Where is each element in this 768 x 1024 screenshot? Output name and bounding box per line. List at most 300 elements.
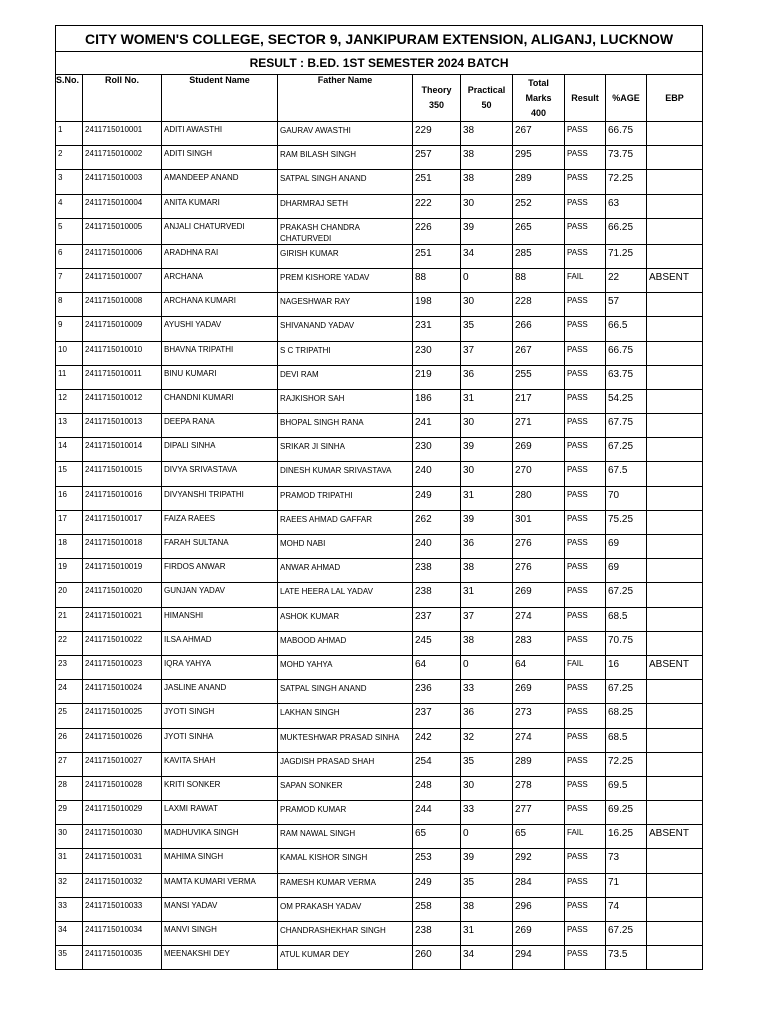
student-name-cell: ARADHNA RAI (162, 244, 278, 268)
ebp-cell (647, 922, 703, 946)
percentage-cell: 68.5 (606, 607, 647, 631)
total-marks-cell: 65 (513, 825, 565, 849)
practical-cell: 38 (461, 146, 513, 170)
col-header-father: Father Name (278, 75, 413, 122)
theory-cell: 229 (413, 122, 461, 146)
sno-cell: 26 (56, 728, 83, 752)
percentage-cell: 66.75 (606, 341, 647, 365)
roll-no-cell: 2411715010016 (83, 486, 162, 510)
theory-cell: 219 (413, 365, 461, 389)
total-marks-cell: 295 (513, 146, 565, 170)
result-cell: FAIL (565, 825, 606, 849)
result-cell: PASS (565, 122, 606, 146)
col-header-ebp: EBP (647, 75, 703, 122)
theory-cell: 186 (413, 389, 461, 413)
total-marks-cell: 270 (513, 462, 565, 486)
result-cell: PASS (565, 849, 606, 873)
ebp-cell (647, 559, 703, 583)
theory-cell: 251 (413, 244, 461, 268)
student-name-cell: ADITI SINGH (162, 146, 278, 170)
theory-cell: 238 (413, 559, 461, 583)
theory-cell: 258 (413, 897, 461, 921)
student-name-cell: HIMANSHI (162, 607, 278, 631)
result-cell: PASS (565, 462, 606, 486)
result-table (55, 25, 703, 970)
roll-no-cell: 2411715010021 (83, 607, 162, 631)
theory-cell: 238 (413, 922, 461, 946)
ebp-cell (647, 146, 703, 170)
sno-cell: 19 (56, 559, 83, 583)
father-name-cell: MABOOD AHMAD (278, 631, 413, 655)
result-cell: PASS (565, 631, 606, 655)
practical-cell: 36 (461, 365, 513, 389)
student-name-cell: FARAH SULTANA (162, 535, 278, 559)
sno-cell: 6 (56, 244, 83, 268)
result-cell: PASS (565, 897, 606, 921)
ebp-cell (647, 170, 703, 194)
result-cell: PASS (565, 317, 606, 341)
total-marks-cell: 269 (513, 680, 565, 704)
roll-no-cell: 2411715010018 (83, 535, 162, 559)
table-row (56, 218, 703, 244)
total-marks-cell: 255 (513, 365, 565, 389)
total-marks-cell: 276 (513, 535, 565, 559)
roll-no-cell: 2411715010023 (83, 655, 162, 679)
table-row (56, 631, 703, 655)
percentage-cell: 75.25 (606, 510, 647, 534)
table-row (56, 704, 703, 728)
practical-cell: 38 (461, 122, 513, 146)
result-cell: PASS (565, 752, 606, 776)
student-name-cell: FIRDOS ANWAR (162, 559, 278, 583)
sno-cell: 30 (56, 825, 83, 849)
sno-cell: 1 (56, 122, 83, 146)
practical-cell: 35 (461, 317, 513, 341)
theory-cell: 240 (413, 535, 461, 559)
theory-cell: 249 (413, 486, 461, 510)
sno-cell: 4 (56, 194, 83, 218)
table-row (56, 268, 703, 292)
ebp-cell (647, 341, 703, 365)
father-name-cell: PRAMOD KUMAR (278, 801, 413, 825)
student-name-cell: BINU KUMARI (162, 365, 278, 389)
result-cell: PASS (565, 607, 606, 631)
percentage-cell: 67.25 (606, 680, 647, 704)
practical-cell: 39 (461, 218, 513, 244)
father-name-cell: JAGDISH PRASAD SHAH (278, 752, 413, 776)
practical-cell: 35 (461, 752, 513, 776)
percentage-cell: 69 (606, 535, 647, 559)
sno-cell: 3 (56, 170, 83, 194)
col-header-roll: Roll No. (83, 75, 162, 122)
roll-no-cell: 2411715010014 (83, 438, 162, 462)
practical-cell: 38 (461, 170, 513, 194)
sno-cell: 11 (56, 365, 83, 389)
result-cell: PASS (565, 218, 606, 244)
theory-cell: 253 (413, 849, 461, 873)
percentage-cell: 70.75 (606, 631, 647, 655)
result-cell: PASS (565, 365, 606, 389)
father-name-cell: DEVI RAM (278, 365, 413, 389)
sno-cell: 28 (56, 776, 83, 800)
student-name-cell: IQRA YAHYA (162, 655, 278, 679)
ebp-cell (647, 122, 703, 146)
theory-cell: 237 (413, 704, 461, 728)
roll-no-cell: 2411715010009 (83, 317, 162, 341)
total-marks-cell: 267 (513, 122, 565, 146)
percentage-cell: 66.5 (606, 317, 647, 341)
sno-cell: 13 (56, 414, 83, 438)
total-marks-cell: 64 (513, 655, 565, 679)
percentage-cell: 71.25 (606, 244, 647, 268)
total-marks-cell: 284 (513, 873, 565, 897)
theory-cell: 238 (413, 583, 461, 607)
student-name-cell: AYUSHI YADAV (162, 317, 278, 341)
roll-no-cell: 2411715010035 (83, 946, 162, 970)
sno-cell: 23 (56, 655, 83, 679)
father-name-cell: SATPAL SINGH ANAND (278, 680, 413, 704)
father-name-cell: CHANDRASHEKHAR SINGH (278, 922, 413, 946)
result-cell: PASS (565, 728, 606, 752)
student-name-cell: LAXMI RAWAT (162, 801, 278, 825)
percentage-cell: 70 (606, 486, 647, 510)
practical-cell: 30 (461, 293, 513, 317)
ebp-cell (647, 293, 703, 317)
table-row (56, 922, 703, 946)
table-row (56, 849, 703, 873)
total-marks-cell: 277 (513, 801, 565, 825)
father-name-cell: PRAMOD TRIPATHI (278, 486, 413, 510)
percentage-cell: 69.5 (606, 776, 647, 800)
student-name-cell: BHAVNA TRIPATHI (162, 341, 278, 365)
theory-cell: 236 (413, 680, 461, 704)
col-header-practical: Practical 50 (461, 75, 513, 122)
table-row (56, 946, 703, 970)
student-name-cell: JASLINE ANAND (162, 680, 278, 704)
col-header-total: Total Marks 400 (513, 75, 565, 122)
total-marks-cell: 276 (513, 559, 565, 583)
roll-no-cell: 2411715010004 (83, 194, 162, 218)
ebp-cell (647, 680, 703, 704)
result-cell: PASS (565, 922, 606, 946)
table-row (56, 122, 703, 146)
student-name-cell: AMANDEEP ANAND (162, 170, 278, 194)
percentage-cell: 73 (606, 849, 647, 873)
table-row (56, 462, 703, 486)
father-name-cell: BHOPAL SINGH RANA (278, 414, 413, 438)
table-row (56, 510, 703, 534)
practical-cell: 39 (461, 849, 513, 873)
sno-cell: 21 (56, 607, 83, 631)
sno-cell: 10 (56, 341, 83, 365)
ebp-cell (647, 244, 703, 268)
practical-cell: 34 (461, 244, 513, 268)
father-name-cell: PREM KISHORE YADAV (278, 268, 413, 292)
ebp-cell: ABSENT (647, 825, 703, 849)
father-name-cell: MUKTESHWAR PRASAD SINHA (278, 728, 413, 752)
table-row (56, 170, 703, 194)
roll-no-cell: 2411715010013 (83, 414, 162, 438)
percentage-cell: 68.25 (606, 704, 647, 728)
theory-cell: 65 (413, 825, 461, 849)
result-cell: PASS (565, 438, 606, 462)
father-name-cell: MOHD NABI (278, 535, 413, 559)
result-cell: PASS (565, 414, 606, 438)
student-name-cell: KAVITA SHAH (162, 752, 278, 776)
table-row (56, 897, 703, 921)
practical-cell: 39 (461, 438, 513, 462)
ebp-cell (647, 535, 703, 559)
roll-no-cell: 2411715010025 (83, 704, 162, 728)
ebp-cell (647, 317, 703, 341)
ebp-cell (647, 365, 703, 389)
student-name-cell: ADITI AWASTHI (162, 122, 278, 146)
student-name-cell: JYOTI SINGH (162, 704, 278, 728)
sno-cell: 34 (56, 922, 83, 946)
percentage-cell: 68.5 (606, 728, 647, 752)
table-row (56, 365, 703, 389)
percentage-cell: 66.25 (606, 218, 647, 244)
result-cell: PASS (565, 170, 606, 194)
total-marks-cell: 292 (513, 849, 565, 873)
result-cell: PASS (565, 801, 606, 825)
practical-cell: 30 (461, 776, 513, 800)
father-name-cell: GIRISH KUMAR (278, 244, 413, 268)
theory-cell: 262 (413, 510, 461, 534)
student-name-cell: ARCHANA (162, 268, 278, 292)
roll-no-cell: 2411715010034 (83, 922, 162, 946)
theory-cell: 245 (413, 631, 461, 655)
total-marks-cell: 294 (513, 946, 565, 970)
theory-cell: 257 (413, 146, 461, 170)
table-row (56, 752, 703, 776)
father-name-cell: ANWAR AHMAD (278, 559, 413, 583)
theory-cell: 198 (413, 293, 461, 317)
roll-no-cell: 2411715010006 (83, 244, 162, 268)
student-name-cell: MAHIMA SINGH (162, 849, 278, 873)
ebp-cell (647, 389, 703, 413)
col-header-result: Result (565, 75, 606, 122)
practical-cell: 31 (461, 389, 513, 413)
sno-cell: 33 (56, 897, 83, 921)
practical-cell: 34 (461, 946, 513, 970)
theory-cell: 231 (413, 317, 461, 341)
father-name-cell: RAM NAWAL SINGH (278, 825, 413, 849)
ebp-cell (647, 486, 703, 510)
ebp-cell (647, 704, 703, 728)
percentage-cell: 72.25 (606, 170, 647, 194)
father-name-cell: S C TRIPATHI (278, 341, 413, 365)
practical-cell: 39 (461, 510, 513, 534)
sno-cell: 20 (56, 583, 83, 607)
theory-cell: 230 (413, 438, 461, 462)
ebp-cell (647, 946, 703, 970)
student-name-cell: GUNJAN YADAV (162, 583, 278, 607)
table-row (56, 873, 703, 897)
sno-cell: 12 (56, 389, 83, 413)
practical-cell: 0 (461, 268, 513, 292)
student-name-cell: MANVI SINGH (162, 922, 278, 946)
column-header-row (56, 75, 703, 122)
roll-no-cell: 2411715010032 (83, 873, 162, 897)
father-name-cell: RAEES AHMAD GAFFAR (278, 510, 413, 534)
result-cell: PASS (565, 510, 606, 534)
table-row (56, 341, 703, 365)
father-name-cell: RAMESH KUMAR VERMA (278, 873, 413, 897)
practical-cell: 36 (461, 704, 513, 728)
theory-cell: 260 (413, 946, 461, 970)
roll-no-cell: 2411715010017 (83, 510, 162, 534)
percentage-cell: 67.25 (606, 922, 647, 946)
result-cell: PASS (565, 293, 606, 317)
ebp-cell (647, 849, 703, 873)
ebp-cell (647, 897, 703, 921)
total-marks-cell: 301 (513, 510, 565, 534)
ebp-cell (647, 631, 703, 655)
percentage-cell: 57 (606, 293, 647, 317)
table-row (56, 680, 703, 704)
theory-cell: 251 (413, 170, 461, 194)
sno-cell: 18 (56, 535, 83, 559)
practical-cell: 38 (461, 559, 513, 583)
sno-cell: 14 (56, 438, 83, 462)
theory-cell: 222 (413, 194, 461, 218)
father-name-cell: ATUL KUMAR DEY (278, 946, 413, 970)
student-name-cell: DEEPA RANA (162, 414, 278, 438)
percentage-cell: 71 (606, 873, 647, 897)
total-marks-cell: 269 (513, 438, 565, 462)
sno-cell: 35 (56, 946, 83, 970)
percentage-cell: 63 (606, 194, 647, 218)
col-header-student: Student Name (162, 75, 278, 122)
total-marks-cell: 285 (513, 244, 565, 268)
roll-no-cell: 2411715010029 (83, 801, 162, 825)
ebp-cell (647, 607, 703, 631)
student-name-cell: KRITI SONKER (162, 776, 278, 800)
total-marks-cell: 280 (513, 486, 565, 510)
table-row (56, 389, 703, 413)
table-row (56, 244, 703, 268)
practical-cell: 0 (461, 655, 513, 679)
result-title: RESULT : B.ED. 1ST SEMESTER 2024 BATCH (56, 52, 703, 75)
percentage-cell: 73.75 (606, 146, 647, 170)
table-row (56, 655, 703, 679)
roll-no-cell: 2411715010033 (83, 897, 162, 921)
sno-cell: 7 (56, 268, 83, 292)
total-marks-cell: 266 (513, 317, 565, 341)
percentage-cell: 54.25 (606, 389, 647, 413)
percentage-cell: 67.5 (606, 462, 647, 486)
practical-cell: 31 (461, 486, 513, 510)
total-marks-cell: 289 (513, 752, 565, 776)
practical-cell: 35 (461, 873, 513, 897)
table-row (56, 293, 703, 317)
sno-cell: 2 (56, 146, 83, 170)
student-name-cell: FAIZA RAEES (162, 510, 278, 534)
result-cell: PASS (565, 194, 606, 218)
roll-no-cell: 2411715010027 (83, 752, 162, 776)
sno-cell: 27 (56, 752, 83, 776)
theory-cell: 226 (413, 218, 461, 244)
ebp-cell (647, 438, 703, 462)
practical-cell: 38 (461, 897, 513, 921)
practical-cell: 31 (461, 583, 513, 607)
practical-cell: 33 (461, 680, 513, 704)
sno-cell: 32 (56, 873, 83, 897)
practical-cell: 38 (461, 631, 513, 655)
roll-no-cell: 2411715010011 (83, 365, 162, 389)
practical-cell: 30 (461, 414, 513, 438)
roll-no-cell: 2411715010028 (83, 776, 162, 800)
ebp-cell (647, 752, 703, 776)
result-cell: PASS (565, 583, 606, 607)
table-row (56, 535, 703, 559)
roll-no-cell: 2411715010020 (83, 583, 162, 607)
percentage-cell: 22 (606, 268, 647, 292)
sno-cell: 31 (56, 849, 83, 873)
ebp-cell (647, 873, 703, 897)
father-name-cell: RAJKISHOR SAH (278, 389, 413, 413)
table-row (56, 194, 703, 218)
table-row (56, 438, 703, 462)
result-cell: PASS (565, 776, 606, 800)
roll-no-cell: 2411715010030 (83, 825, 162, 849)
table-row (56, 146, 703, 170)
theory-cell: 248 (413, 776, 461, 800)
total-marks-cell: 274 (513, 607, 565, 631)
result-cell: PASS (565, 389, 606, 413)
father-name-cell: ASHOK KUMAR (278, 607, 413, 631)
sno-cell: 22 (56, 631, 83, 655)
roll-no-cell: 2411715010019 (83, 559, 162, 583)
table-row (56, 776, 703, 800)
result-cell: PASS (565, 559, 606, 583)
result-cell: PASS (565, 946, 606, 970)
sno-cell: 24 (56, 680, 83, 704)
ebp-cell (647, 510, 703, 534)
result-rows (56, 122, 703, 970)
table-row (56, 607, 703, 631)
student-name-cell: MADHUVIKA SINGH (162, 825, 278, 849)
theory-cell: 237 (413, 607, 461, 631)
result-cell: FAIL (565, 655, 606, 679)
roll-no-cell: 2411715010008 (83, 293, 162, 317)
ebp-cell (647, 194, 703, 218)
theory-cell: 64 (413, 655, 461, 679)
ebp-cell (647, 776, 703, 800)
result-cell: PASS (565, 704, 606, 728)
practical-cell: 36 (461, 535, 513, 559)
ebp-cell (647, 462, 703, 486)
table-row (56, 801, 703, 825)
percentage-cell: 67.75 (606, 414, 647, 438)
father-name-cell: NAGESHWAR RAY (278, 293, 413, 317)
practical-cell: 31 (461, 922, 513, 946)
father-name-cell: OM PRAKASH YADAV (278, 897, 413, 921)
col-header-sno: S.No. (56, 75, 83, 122)
student-name-cell: MANSI YADAV (162, 897, 278, 921)
percentage-cell: 67.25 (606, 583, 647, 607)
theory-cell: 241 (413, 414, 461, 438)
total-marks-cell: 265 (513, 218, 565, 244)
table-row (56, 825, 703, 849)
result-cell: FAIL (565, 268, 606, 292)
percentage-cell: 69.25 (606, 801, 647, 825)
sno-cell: 8 (56, 293, 83, 317)
total-marks-cell: 271 (513, 414, 565, 438)
student-name-cell: ANITA KUMARI (162, 194, 278, 218)
college-title: CITY WOMEN'S COLLEGE, SECTOR 9, JANKIPURAM EXTENSION, ALIGANJ, LUCKNOW (56, 26, 703, 52)
